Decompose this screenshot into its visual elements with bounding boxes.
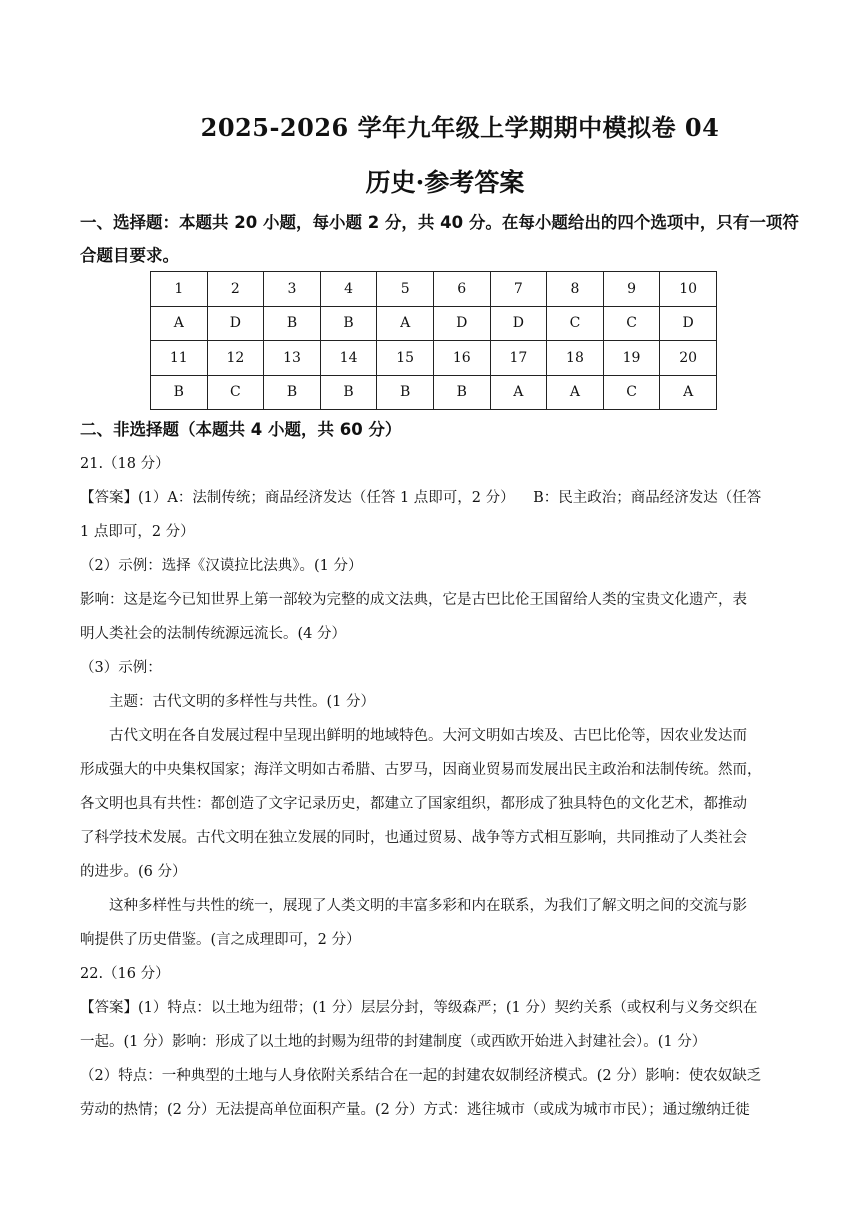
table-cell: B (320, 306, 377, 341)
table-cell: 14 (320, 341, 377, 376)
table-cell: B (433, 375, 490, 410)
q22-answer-2-line-2: 劳动的热情；(2 分）无法提高单位面积产量。(2 分）方式：逃往城市（或成为城市市民）；通过缴纳迁徙 (80, 1102, 750, 1118)
table-cell: A (547, 375, 604, 410)
q21-answer-1-line-2: 1 点即可，2 分） (80, 524, 195, 540)
q22-answer-2-line-1: （2）特点：一种典型的土地与人身依附关系结合在一起的封建农奴制经济模式。(2 分）影响：使农奴缺乏 (80, 1068, 762, 1084)
table-cell: B (151, 375, 208, 410)
q21-answer-3-line-1: （3）示例： (80, 660, 162, 676)
table-cell: 15 (377, 341, 434, 376)
table-cell: 12 (207, 341, 264, 376)
table-cell: 13 (264, 341, 321, 376)
table-cell: 1 (151, 272, 208, 307)
section-1-heading: 一、选择题：本题共 20 小题，每小题 2 分，共 40 分。在每小题给出的四个选项中，只有一项符合题目要求。 (80, 213, 799, 265)
table-cell: 8 (547, 272, 604, 307)
q22-answer-1-line-2: 一起。(1 分）影响：形成了以土地的封赐为纽带的封建制度（或西欧开始进入封建社会）。(1 分） (80, 1034, 707, 1050)
q21-answer-3-paragraph-2-line-1: 这种多样性与共性的统一，展现了人类文明的丰富多彩和内在联系，为我们了解文明之间的交流与影 (109, 898, 747, 914)
document-title: 2025-2026 学年九年级上学期期中模拟卷 04 (200, 113, 720, 142)
table-row-answers-1 (151, 306, 717, 341)
q21-answer-3-paragraph-1-line-4: 了科学技术发展。古代文明在独立发展的同时，也通过贸易、战争等方式相互影响，共同推动了人类社会 (80, 830, 747, 846)
table-cell: 19 (603, 341, 660, 376)
question-21 (80, 447, 796, 957)
table-cell: 5 (377, 272, 434, 307)
q21-answer-1-line-1: 【答案】(1）A：法制传统；商品经济发达（任答 1 点即可，2 分） B：民主政治；商品经济发达（任答 (80, 490, 762, 506)
table-cell: A (490, 375, 547, 410)
table-row-numbers-2 (151, 341, 717, 376)
table-cell: 3 (264, 272, 321, 307)
table-cell: D (490, 306, 547, 341)
table-row-numbers-1 (151, 272, 717, 307)
q21-answer-2-line-2: 影响：这是迄今已知世界上第一部较为完整的成文法典，它是古巴比伦王国留给人类的宝贵文化遗产，表 (80, 592, 747, 608)
table-cell: 11 (151, 341, 208, 376)
q21-answer-3-paragraph-1-line-2: 形成强大的中央集权国家；海洋文明如古希腊、古罗马，因商业贸易而发展出民主政治和法制传统。然而， (80, 762, 762, 778)
q22-answer-1-line-1: 【答案】(1）特点：以土地为纽带；(1 分）层层分封，等级森严；(1 分）契约关系（或权利与义务交织在 (80, 1000, 758, 1016)
table-cell: 10 (660, 272, 717, 307)
table-cell: A (151, 306, 208, 341)
table-cell: C (603, 375, 660, 410)
table-cell: 2 (207, 272, 264, 307)
table-cell: 18 (547, 341, 604, 376)
table-cell: 4 (320, 272, 377, 307)
table-cell: B (320, 375, 377, 410)
q21-answer-3-paragraph-2-line-2: 响提供了历史借鉴。(言之成理即可，2 分） (80, 932, 361, 948)
table-cell: 20 (660, 341, 717, 376)
table-cell: B (377, 375, 434, 410)
table-cell: A (377, 306, 434, 341)
question-22-heading: 22.（16 分） (80, 966, 170, 982)
table-cell: B (264, 306, 321, 341)
table-cell: C (207, 375, 264, 410)
answer-table (150, 271, 717, 410)
q21-answer-2-line-1: （2）示例：选择《汉谟拉比法典》。(1 分） (80, 558, 363, 574)
question-22 (80, 957, 796, 1127)
q21-answer-3-paragraph-1-line-5: 的进步。(6 分） (80, 864, 187, 880)
q21-answer-3-paragraph-1-line-1: 古代文明在各自发展过程中呈现出鲜明的地域特色。大河文明如古埃及、古巴比伦等，因农业发达而 (109, 728, 747, 744)
q21-answer-3-paragraph-1-line-3: 各文明也具有共性：都创造了文字记录历史，都建立了国家组织，都形成了独具特色的文化艺术，都推动 (80, 796, 747, 812)
table-cell: 6 (433, 272, 490, 307)
document-subtitle: 历史·参考答案 (365, 168, 525, 197)
table-cell: A (660, 375, 717, 410)
table-cell: 17 (490, 341, 547, 376)
table-cell: 9 (603, 272, 660, 307)
table-cell: D (660, 306, 717, 341)
table-cell: D (433, 306, 490, 341)
table-cell: C (547, 306, 604, 341)
table-row-answers-2 (151, 375, 717, 410)
table-cell: 16 (433, 341, 490, 376)
q21-answer-2-line-3: 明人类社会的法制传统源远流长。(4 分） (80, 626, 346, 642)
question-21-heading: 21.（18 分） (80, 456, 170, 472)
table-cell: B (264, 375, 321, 410)
section-2-heading: 二、非选择题（本题共 4 小题，共 60 分） (80, 420, 402, 439)
table-cell: 7 (490, 272, 547, 307)
q21-answer-3-theme: 主题：古代文明的多样性与共性。(1 分） (109, 694, 375, 710)
table-cell: C (603, 306, 660, 341)
table-cell: D (207, 306, 264, 341)
